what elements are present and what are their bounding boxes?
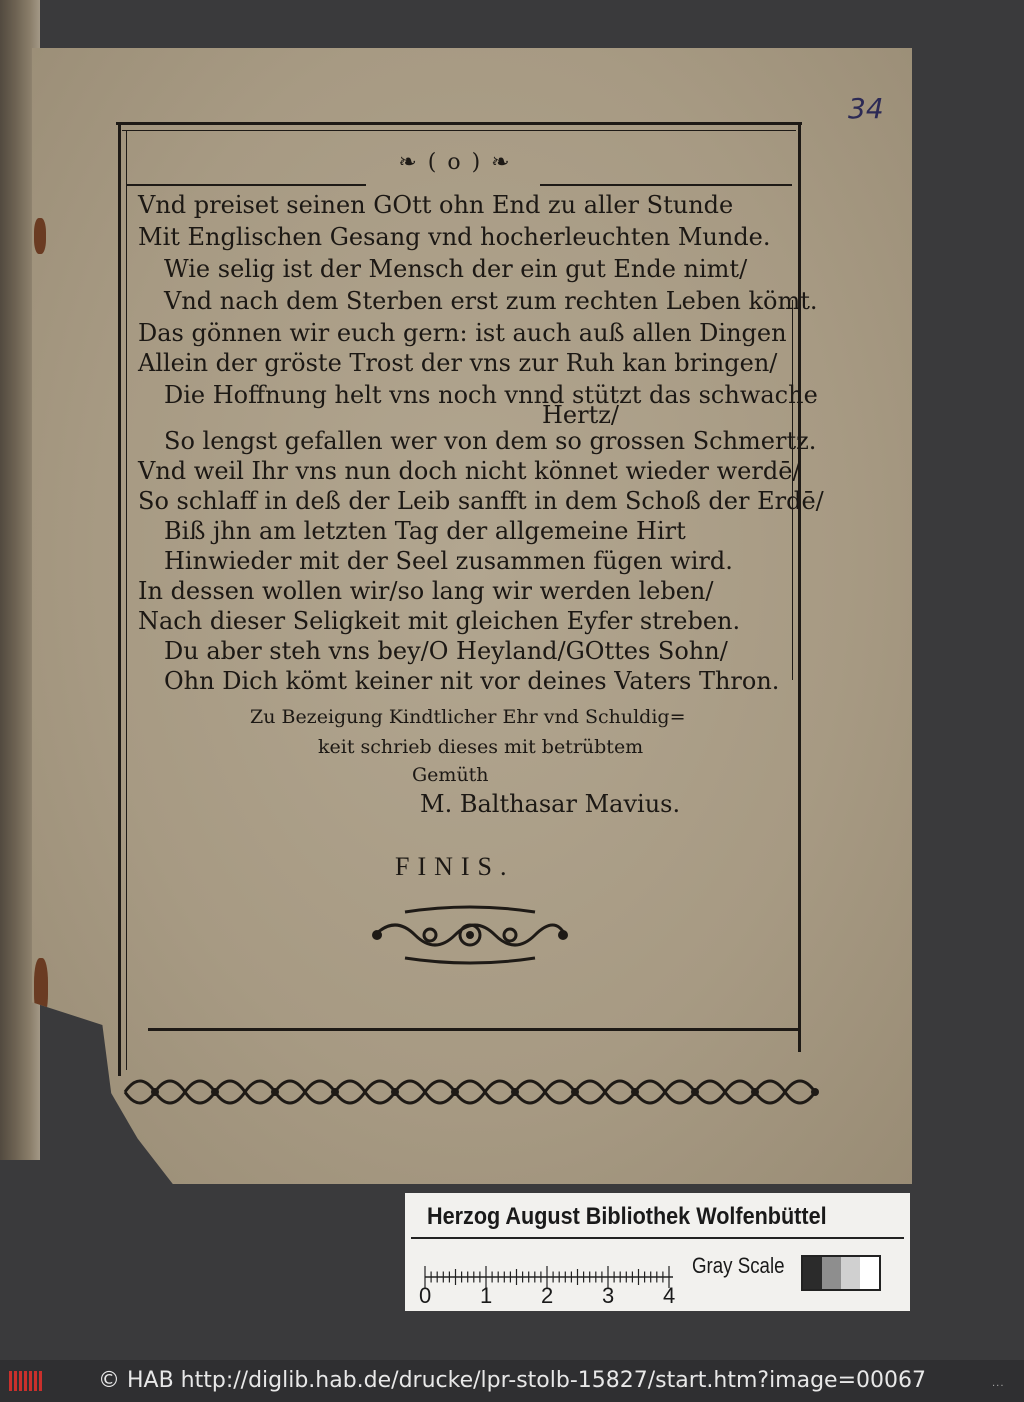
footer-bar	[0, 1360, 1024, 1402]
poem-line: Du aber steh vns bey/O Heyland/GOttes Sohn/	[164, 637, 728, 665]
ruler-number: 3	[602, 1283, 615, 1308]
poem-line: Nach dieser Seligkeit mit gleichen Eyfer streben.	[138, 607, 741, 635]
gray-step	[803, 1257, 822, 1289]
library-title: Herzog August Bibliothek Wolfenbüttel	[427, 1203, 827, 1230]
frame-rule-left	[118, 124, 121, 1076]
poem-line: Ohn Dich kömt keiner nit vor deines Vaters Thron.	[164, 667, 780, 695]
gray-scale-swatch	[801, 1255, 881, 1291]
poem-line: Biß jhn am letzten Tag der allgemeine Hirt	[164, 517, 686, 545]
poem-line: Wie selig ist der Mensch der ein gut Ende nimt/	[164, 255, 748, 283]
poem-line: Hinwieder mit der Seel zusammen fügen wird.	[164, 547, 733, 575]
header-rule-left	[126, 184, 366, 186]
poem-line: Allein der gröste Trost der vns zur Ruh kan bringen/	[138, 349, 778, 377]
poem-line: Vnd nach dem Sterben erst zum rechten Leben kömt.	[164, 287, 818, 315]
scale-card	[405, 1193, 910, 1311]
poem-line: Hertz/	[542, 401, 619, 429]
ruler-number: 2	[541, 1283, 554, 1308]
dedication-line: keit schrieb dieses mit betrübtem	[318, 736, 644, 758]
frame-rule-top-outer	[116, 122, 802, 125]
more-options-icon[interactable]: ...	[992, 1378, 1005, 1389]
frame-rule-left-inner	[126, 130, 127, 1070]
poem-line: In dessen wollen wir/so lang wir werden leben/	[138, 577, 714, 605]
floral-ornament	[365, 900, 575, 970]
hab-logo-icon	[8, 1369, 44, 1393]
poem-line: So schlaff in deß der Leib sanfft in dem Schoß der Erdē/	[138, 487, 824, 515]
poem-line: So lengst gefallen wer von dem so grossen Schmertz.	[164, 427, 817, 455]
gray-step	[860, 1257, 879, 1289]
ruler-number: 1	[480, 1283, 493, 1308]
folio-number: 34	[848, 92, 884, 125]
dedication-line: Zu Bezeigung Kindtlicher Ehr vnd Schuldig=	[250, 706, 686, 728]
gray-step	[822, 1257, 841, 1289]
header-rule-right	[540, 184, 792, 186]
gray-scale-label: Gray Scale	[692, 1253, 785, 1278]
poem-line: Vnd weil Ihr vns nun doch nicht könnet wieder werdē/	[138, 457, 801, 485]
dedication-line: Gemüth	[412, 764, 489, 786]
worm-hole	[34, 218, 46, 254]
poem-line: Vnd preiset seinen GOtt ohn End zu aller Stunde	[138, 191, 734, 219]
frame-rule-right	[798, 124, 801, 1052]
author-name: M. Balthasar Mavius.	[420, 790, 681, 818]
ruler-number: 0	[419, 1283, 432, 1308]
poem-line: Mit Englischen Gesang vnd hocherleuchten Munde.	[138, 223, 771, 251]
frame-rule-top-inner	[122, 130, 796, 131]
header-ornament: ❧ ( o ) ❧	[398, 150, 512, 175]
copyright-url[interactable]: © HAB http://diglib.hab.de/drucke/lpr-stolb-15827/start.htm?image=00067	[98, 1368, 927, 1393]
card-divider	[411, 1237, 904, 1239]
gray-step	[841, 1257, 860, 1289]
poem-line: Die Hoffnung helt vns noch vnnd stützt das schwache	[164, 381, 818, 409]
finis-text: FINIS.	[395, 852, 515, 881]
poem-line: Das gönnen wir euch gern: ist auch auß allen Dingen	[138, 319, 787, 347]
frame-rule-bottom	[148, 1028, 800, 1031]
ruler-number: 4	[663, 1283, 676, 1308]
border-ornament	[120, 1062, 825, 1122]
